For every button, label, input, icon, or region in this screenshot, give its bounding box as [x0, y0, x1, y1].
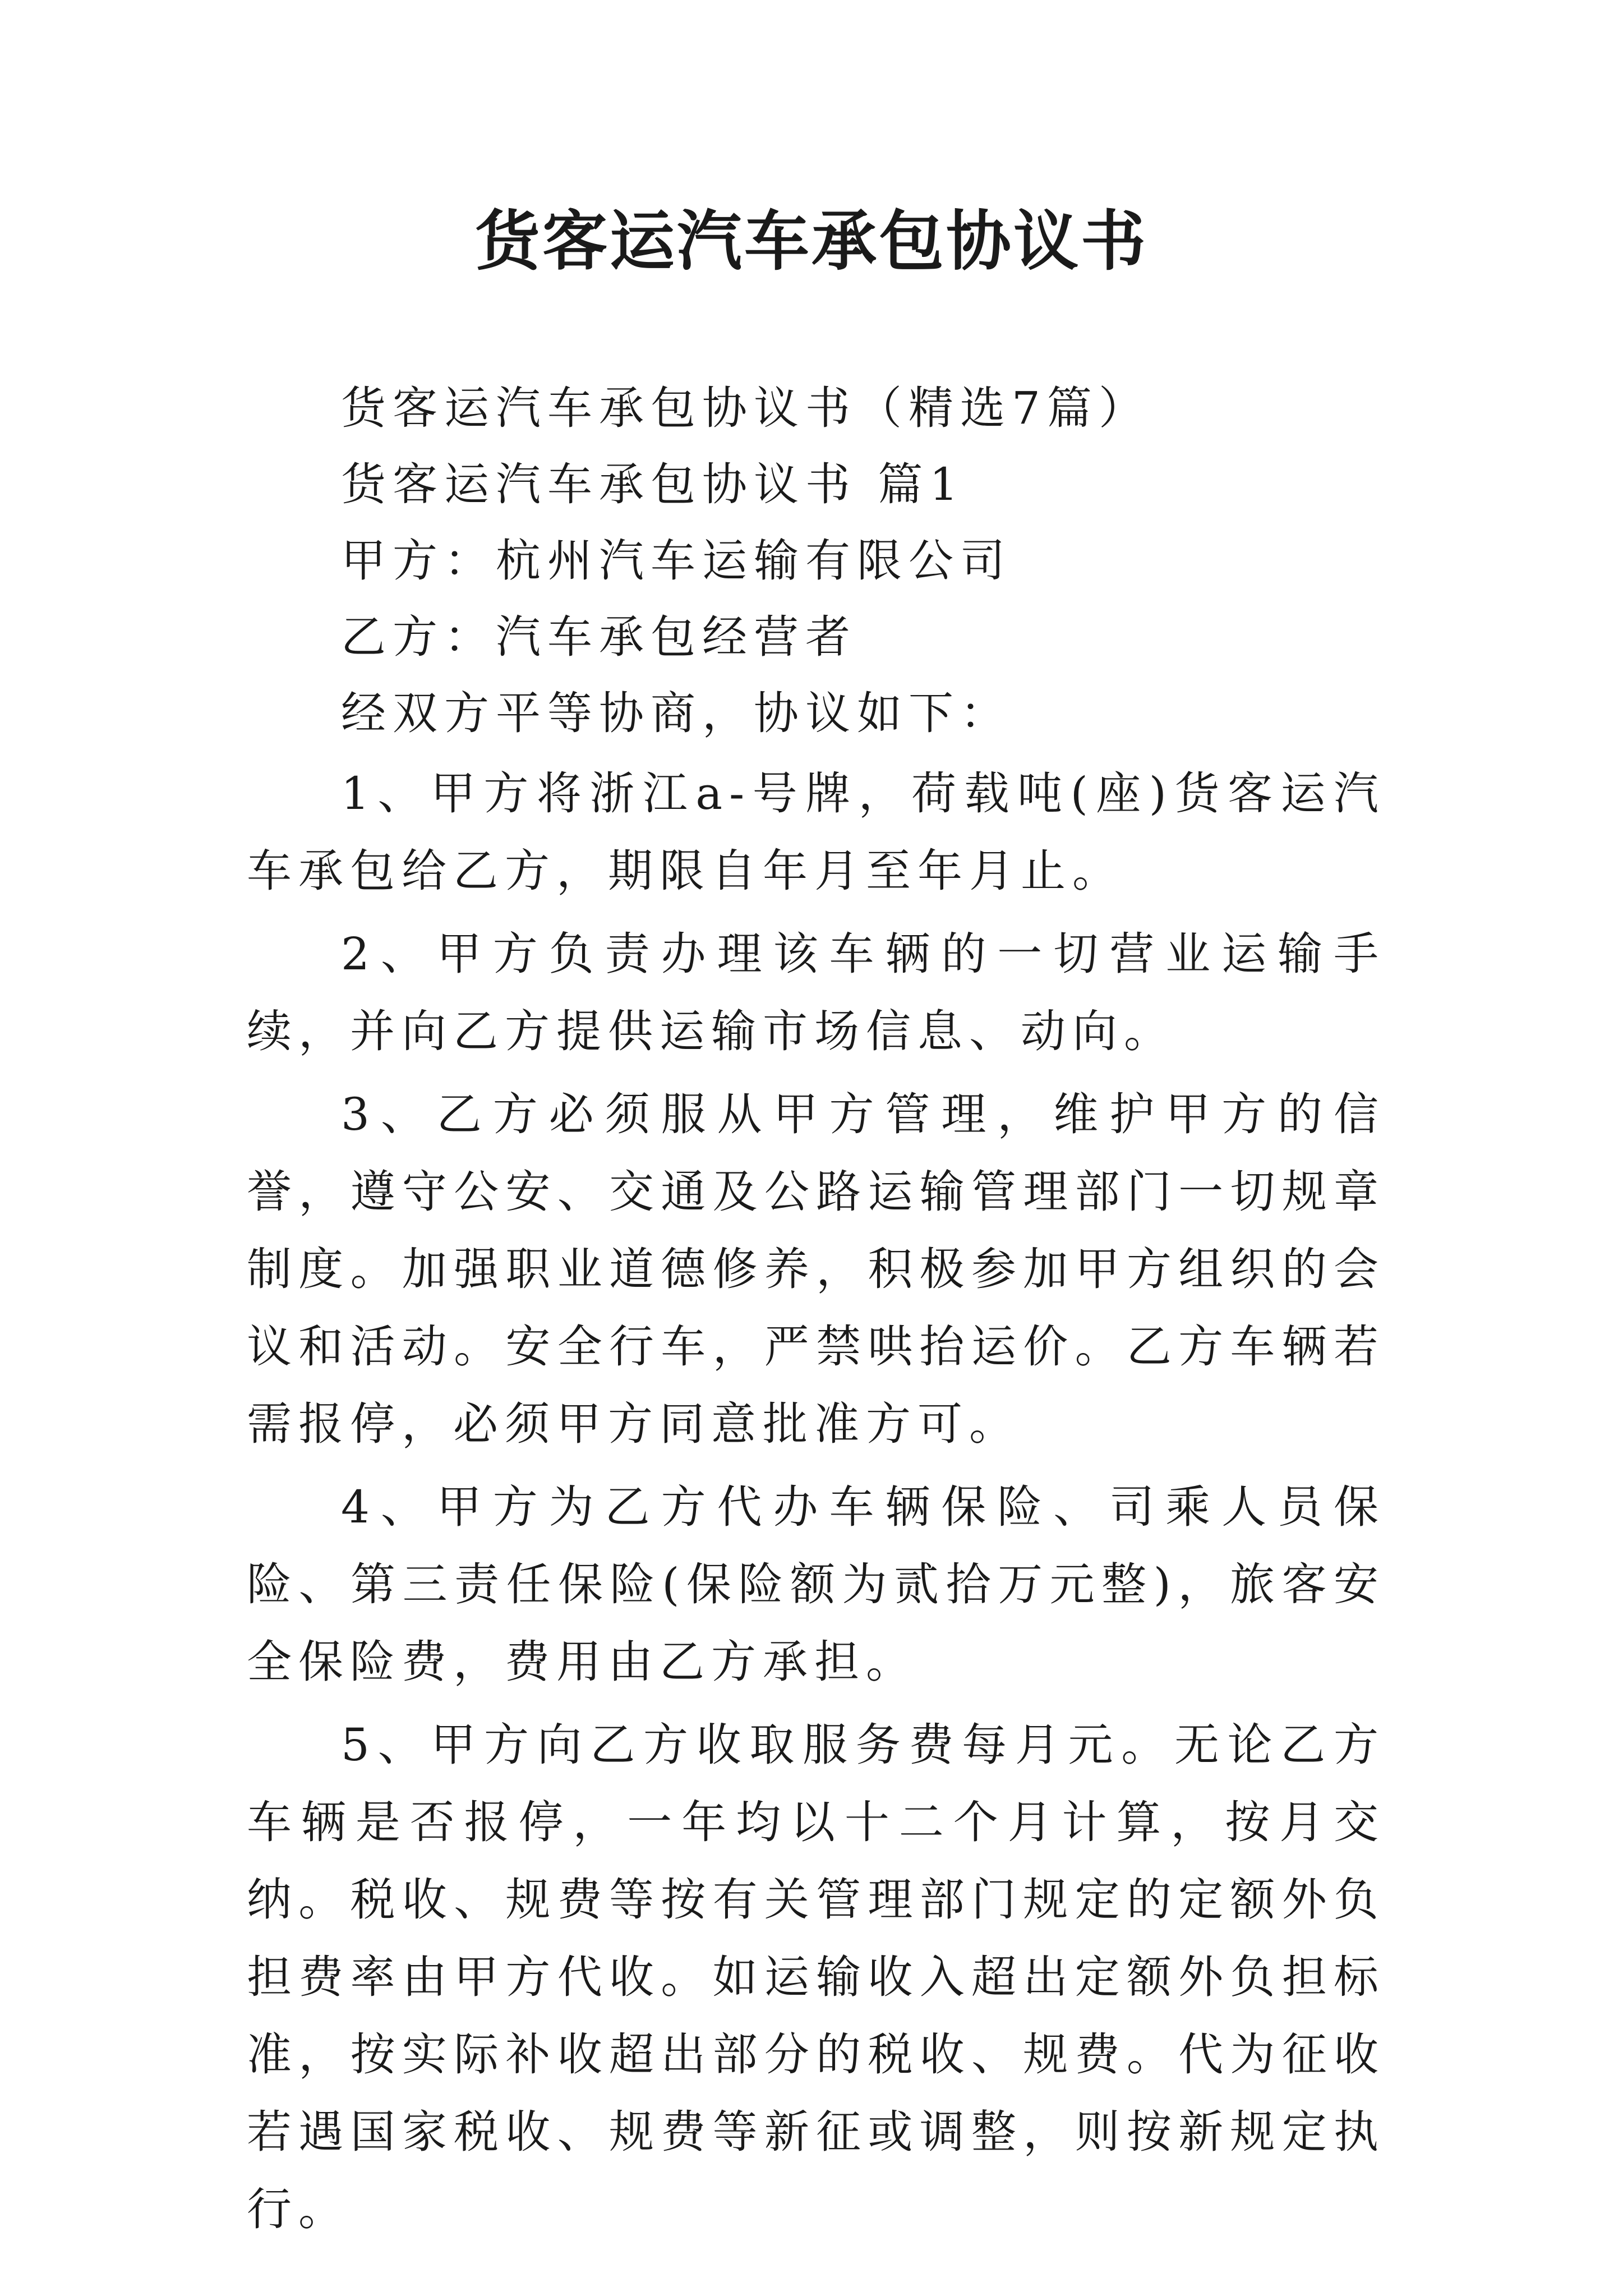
section-heading: 货客运汽车承包协议书 篇1 — [341, 458, 965, 510]
clause-1: 1、甲方将浙江a-号牌，荷载吨(座)货客运汽车承包给乙方，期限自年月至年月止。 — [247, 767, 1385, 897]
preamble-line: 经双方平等协商，协议如下： — [341, 687, 1012, 739]
clause-2: 2、甲方负责办理该车辆的一切营业运输手续，并向乙方提供运输市场信息、动向。 — [247, 928, 1385, 1057]
clause-5: 5、甲方向乙方收取服务费每月元。无论乙方车辆是否报停，一年均以十二个月计算，按月交纳。税收、规费等按有关管理部门规定的定额外负担费率由甲方代收。如运输收入超出定额外负担标准，按实际补收超出部分的税收、规费。代为征收若遇国家税收、规费等新征或调整，则按新规定执行。 — [247, 1719, 1385, 2235]
party-a-line: 甲方：杭州汽车运输有限公司 — [341, 535, 1012, 587]
clause-3: 3、乙方必须服从甲方管理，维护甲方的信誉，遵守公安、交通及公路运输管理部门一切规章制度。加强职业道德修养，积极参加甲方组织的会议和活动。安全行车，严禁哄抬运价。乙方车辆若需报停，必须甲方同意批准方可。 — [247, 1088, 1385, 1450]
document-subtitle: 货客运汽车承包协议书（精选7篇） — [341, 382, 1150, 434]
document-body — [247, 370, 1385, 2254]
clause-4: 4、甲方为乙方代办车辆保险、司乘人员保险、第三责任保险(保险额为贰拾万元整)，旅客安全保险费，费用由乙方承担。 — [247, 1481, 1385, 1688]
document-title: 货客运汽车承包协议书 — [475, 203, 1148, 279]
party-b-line: 乙方：汽车承包经营者 — [341, 611, 857, 663]
